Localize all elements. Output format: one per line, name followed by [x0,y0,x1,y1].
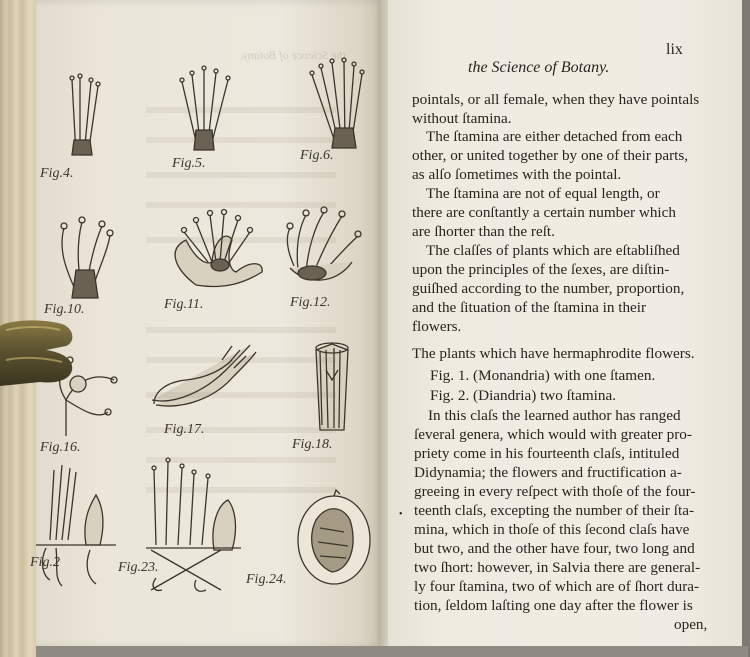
fig-24-drawing [298,490,370,584]
text-line: The claſſes of plants which are eſtabliſhed [426,242,680,259]
text-line: In this claſs the learned author has ranged [428,407,681,424]
text-line: The ſtamina are either detached from each [426,128,683,145]
figure-label: Fig.5. [172,156,206,171]
figure-label: Fig.12. [290,295,331,310]
text-line: teenth claſs, excepting the number of their ſta- [414,502,695,519]
figure-label: Fig.10. [44,302,85,317]
show-through: the Science of Botany. [240,48,346,62]
text-line: are ſhorter than the reſt. [412,223,555,240]
text-line: upon the principles of the ſexes, are diſtin- [412,261,670,278]
figure-label: Fig.17. [164,422,205,437]
page-edge-right [742,0,750,657]
catchword: open, [674,616,708,633]
text-line: two ſhort: however, in Salvia there are general- [414,559,701,576]
figure-label: Fig.2 [30,555,60,570]
text-line: but two, and the other have four, two long and [414,540,695,557]
text-line: greeing in every reſpect with thoſe of the four- [414,483,696,500]
figure-label: Fig.4. [40,166,74,181]
text-line: mina, which in thoſe of this ſecond claſs have [414,521,690,538]
text-line: without ſtamina. [412,110,512,127]
text-line: as alſo ſometimes with the pointal. [412,166,622,183]
text-line: ly four ſtamina, two of which are of ſhort dura- [414,578,700,595]
figure-label: Fig.18. [292,437,333,452]
fig-4-drawing [70,74,100,155]
text-line: The ſtamina are not of equal length, or [426,185,660,202]
botanical-plate [36,0,386,650]
figure-label: Fig.23. [118,560,159,575]
fig-12-drawing [287,207,361,280]
figure-label: Fig.11. [164,297,204,312]
fig-11-drawing [175,210,262,287]
text-line: flowers. [412,318,462,335]
figure-label: Fig.24. [246,572,287,587]
text-line: tion, ſeldom laſting one day after the flower is [414,597,693,614]
figure-label: Fig.16. [40,440,81,455]
section-heading: The plants which have hermaphrodite flowers. [412,345,695,362]
figure-label: Fig.6. [300,148,334,163]
brass-clasp [0,318,78,390]
text-line: guiſhed according to the number, proportion, [412,280,685,297]
page-number: lix [666,41,683,58]
text-line: Fig. 2. (Diandria) two ſtamina. [430,387,617,404]
text-line: other, or united together by one of their parts, [412,147,689,164]
fig-18-drawing [316,343,348,430]
running-header: the Science of Botany. [468,59,610,76]
text-line: pointals, or all female, when they have pointals [412,91,700,108]
fig-6-drawing [310,58,364,148]
text-line: Didynamia; the flowers and fructification a- [414,464,682,481]
margin-mark: • [399,509,403,520]
text-line: and the ſituation of the ſtamina in their [412,299,647,316]
text-line: priety come in his fourteenth claſs, intituled [414,445,680,462]
text-line: there are conſtantly a certain number which [412,204,676,221]
text-line: Fig. 1. (Monandria) with one ſtamen. [430,367,656,384]
fig-10-drawing [61,217,113,298]
text-line: ſeveral genera, which would with greater pro- [414,426,692,443]
fig-23-drawing [146,458,241,591]
